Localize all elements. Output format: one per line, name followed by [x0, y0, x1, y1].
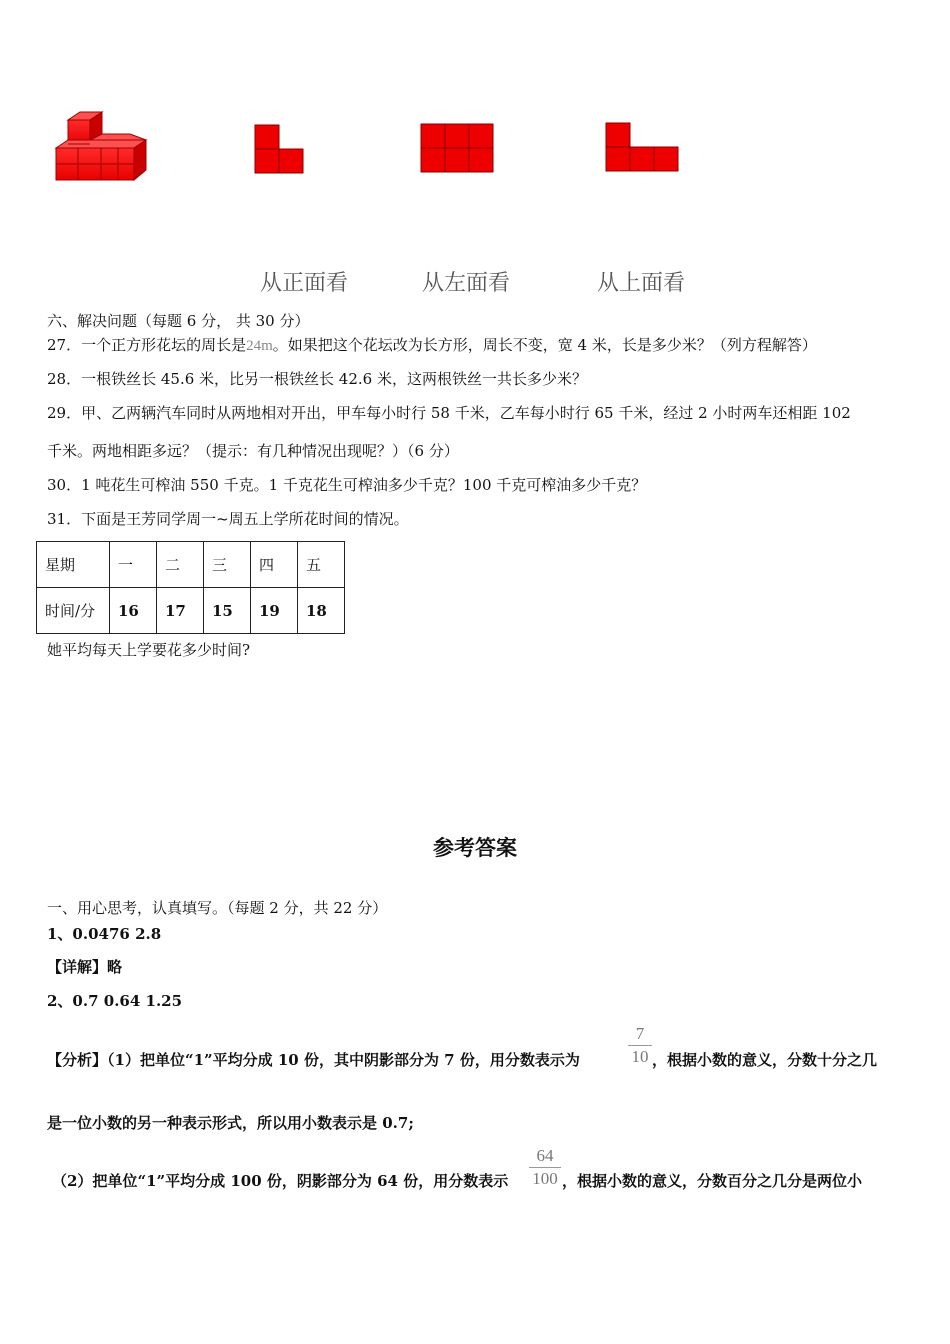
table-cell: 一 — [110, 542, 157, 588]
analysis-2-part1: （2）把单位“1”平均分成 100 份，阴影部分为 64 份，用分数表示 — [52, 1172, 509, 1190]
answers-title: 参考答案 — [433, 836, 517, 860]
table-cell: 18 — [298, 588, 345, 634]
cube-figure — [0, 100, 950, 200]
table-row — [37, 542, 345, 588]
table-cell: 星期 — [37, 542, 110, 588]
table-cell: 三 — [204, 542, 251, 588]
caption-left: 从左面看 — [422, 271, 511, 296]
table-cell: 15 — [204, 588, 251, 634]
answer-1: 1、0.0476 2.8 — [47, 925, 162, 943]
left-view — [421, 124, 493, 172]
analysis-1-part1: 【分析】（1）把单位“1”平均分成 10 份，其中阴影部分为 7 份，用分数表示为 — [47, 1051, 580, 1069]
answer-1-detail: 【详解】略 — [47, 958, 123, 976]
section6-heading: 六、解决问题（每题 6 分， 共 30 分） — [47, 312, 310, 330]
table-cell: 时间/分 — [37, 588, 110, 634]
question-29-line2: 千米。两地相距多远？（提示：有几种情况出现呢？）（6 分） — [47, 442, 459, 460]
table-row — [37, 588, 345, 634]
fraction-64-100: 64 100 — [529, 1146, 561, 1189]
answer-2: 2、0.7 0.64 1.25 — [47, 992, 183, 1010]
question-29-line1: 29．甲、乙两辆汽车同时从两地相对开出，甲车每小时行 58 千米，乙车每小时行 65 千米，经过 2 小时两车还相距 102 — [47, 404, 851, 422]
table-cell: 五 — [298, 542, 345, 588]
analysis-1-part3: 是一位小数的另一种表示形式，所以用小数表示是 0.7; — [47, 1114, 414, 1132]
caption-top: 从上面看 — [597, 271, 686, 296]
table-cell: 四 — [251, 542, 298, 588]
solid-3d — [56, 112, 146, 180]
table-cell: 16 — [110, 588, 157, 634]
answers-section1-heading: 一、用心思考，认真填写。（每题 2 分，共 22 分） — [47, 899, 388, 917]
question-27: 27．一个正方形花坛的周长是24m。如果把这个花坛改为长方形，周长不变，宽 4 米，长是多少米？（列方程解答） — [47, 336, 817, 354]
front-view — [255, 125, 303, 173]
question-31: 31．下面是王芳同学周一~周五上学所花时间的情况。 — [47, 510, 409, 528]
question-28: 28．一根铁丝长 45.6 米，比另一根铁丝长 42.6 米，这两根铁丝一共长多少米？ — [47, 370, 587, 388]
analysis-1-part2: ，根据小数的意义，分数十分之几 — [652, 1051, 878, 1069]
analysis-2-part2: ，根据小数的意义，分数百分之几分是两位小 — [562, 1172, 863, 1190]
caption-front: 从正面看 — [260, 271, 349, 296]
top-view — [606, 123, 678, 171]
table-cell: 17 — [157, 588, 204, 634]
time-table — [36, 541, 345, 634]
fraction-7-10: 7 10 — [628, 1024, 652, 1067]
question-31-prompt: 她平均每天上学要花多少时间? — [47, 641, 251, 659]
table-cell: 二 — [157, 542, 204, 588]
question-30: 30．1 吨花生可榨油 550 千克。1 千克花生可榨油多少千克？100 千克可榨油多少千克？ — [47, 476, 647, 494]
table-cell: 19 — [251, 588, 298, 634]
